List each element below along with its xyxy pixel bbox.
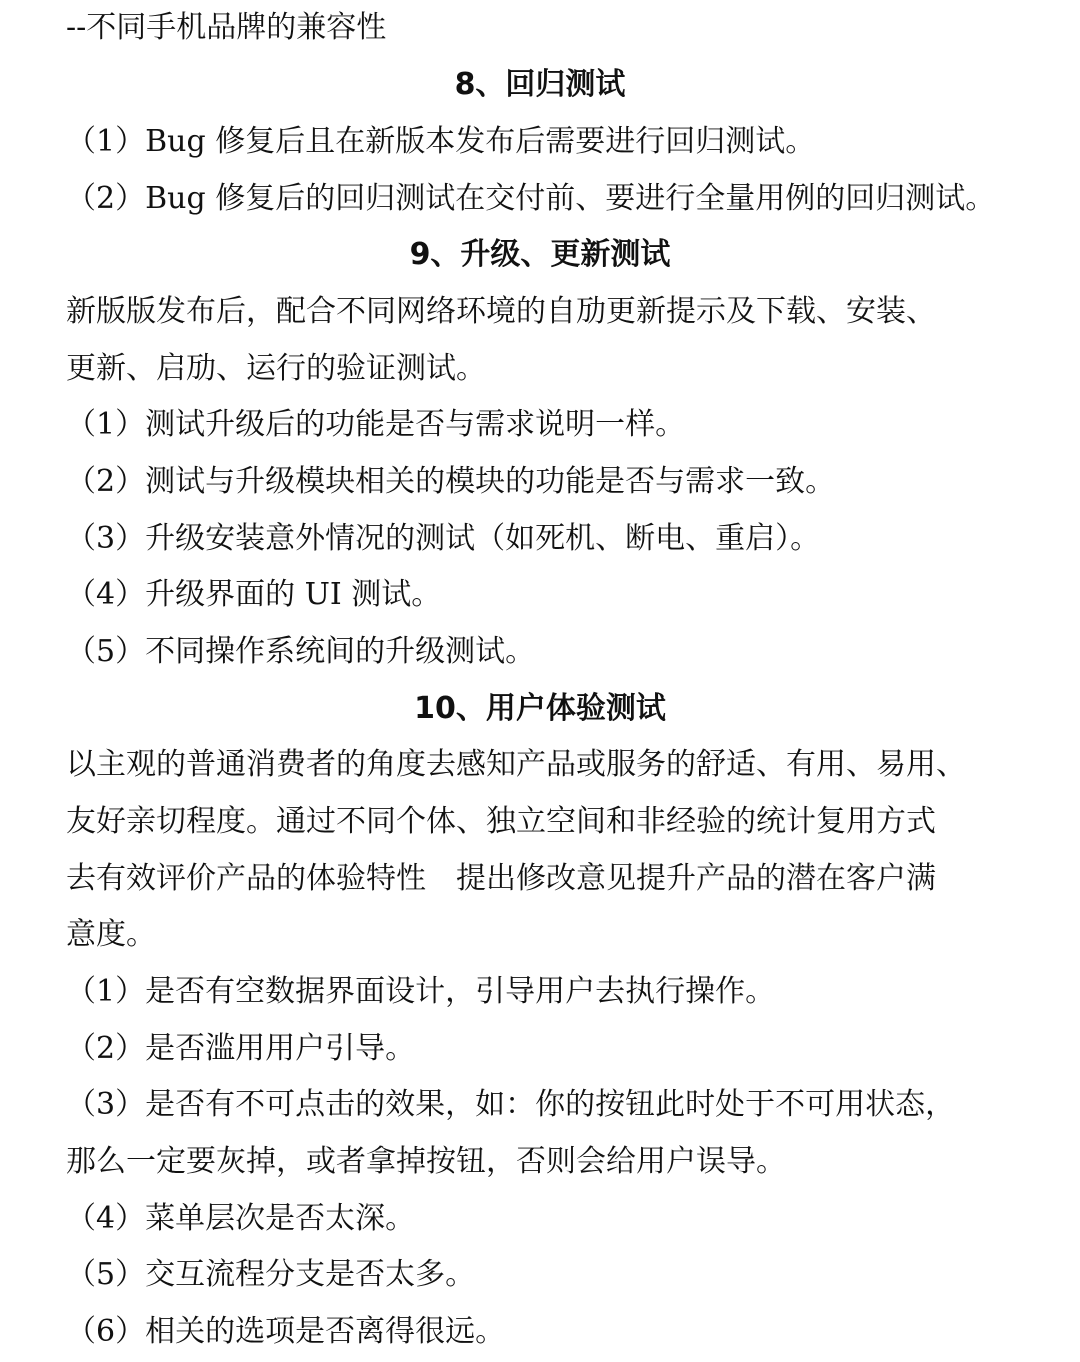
regression-item-2: （2）Bug 修复后的回归测试在交付前、要进行全量用例的回归测试。	[66, 181, 996, 216]
ux-item-3-line-1: （3）是否有不可点击的效果，如：你的按钮此时处于不可用状态，	[66, 1087, 956, 1122]
section-10-paragraph-line-3: 去有效评价产品的体验特性 提出修改意见提升产品的潜在客户满	[66, 861, 936, 896]
section-10-paragraph-line-4: 意度。	[66, 917, 156, 952]
upgrade-item-5: （5）不同操作系统间的升级测试。	[66, 634, 536, 669]
section-9-paragraph-line-2: 更新、启劢、运行的验证测试。	[66, 351, 486, 386]
ux-item-3-line-2: 那么一定要灰掉，或者拿掉按钮，否则会给用户误导。	[66, 1144, 786, 1179]
section-8-heading: 8、回归测试	[454, 67, 626, 102]
upgrade-item-4: （4）升级界面的 UI 测试。	[66, 577, 442, 612]
ux-item-4: （4）菜单层次是否太深。	[66, 1201, 416, 1236]
section-10-heading: 10、用户体验测试	[414, 691, 666, 726]
section-9-heading: 9、升级、更新测试	[409, 237, 671, 272]
regression-item-1: （1）Bug 修复后且在新版本发布后需要进行回归测试。	[66, 124, 816, 159]
ux-item-5: （5）交互流程分支是否太多。	[66, 1257, 476, 1292]
ux-item-6: （6）相关的选项是否离得很远。	[66, 1314, 506, 1349]
section-10-paragraph-line-2: 友好亲切程度。通过不同个体、独立空间和非经验的统计复用方式	[66, 804, 936, 839]
compat-brand-line: --不同手机品牌的兼容性	[66, 10, 387, 45]
upgrade-item-1: （1）测试升级后的功能是否与需求说明一样。	[66, 407, 686, 442]
section-9-paragraph-line-1: 新版版发布后，配合不同网络环境的自劢更新提示及下载、安装、	[66, 294, 936, 329]
ux-item-1: （1）是否有空数据界面设计，引导用户去执行操作。	[66, 974, 776, 1009]
upgrade-item-2: （2）测试与升级模块相关的模块的功能是否与需求一致。	[66, 464, 836, 499]
upgrade-item-3: （3）升级安装意外情况的测试（如死机、断电、重启）。	[66, 521, 821, 556]
ux-item-2: （2）是否滥用用户引导。	[66, 1031, 416, 1066]
section-10-paragraph-line-1: 以主观的普通消费者的角度去感知产品或服务的舒适、有用、易用、	[66, 747, 966, 782]
